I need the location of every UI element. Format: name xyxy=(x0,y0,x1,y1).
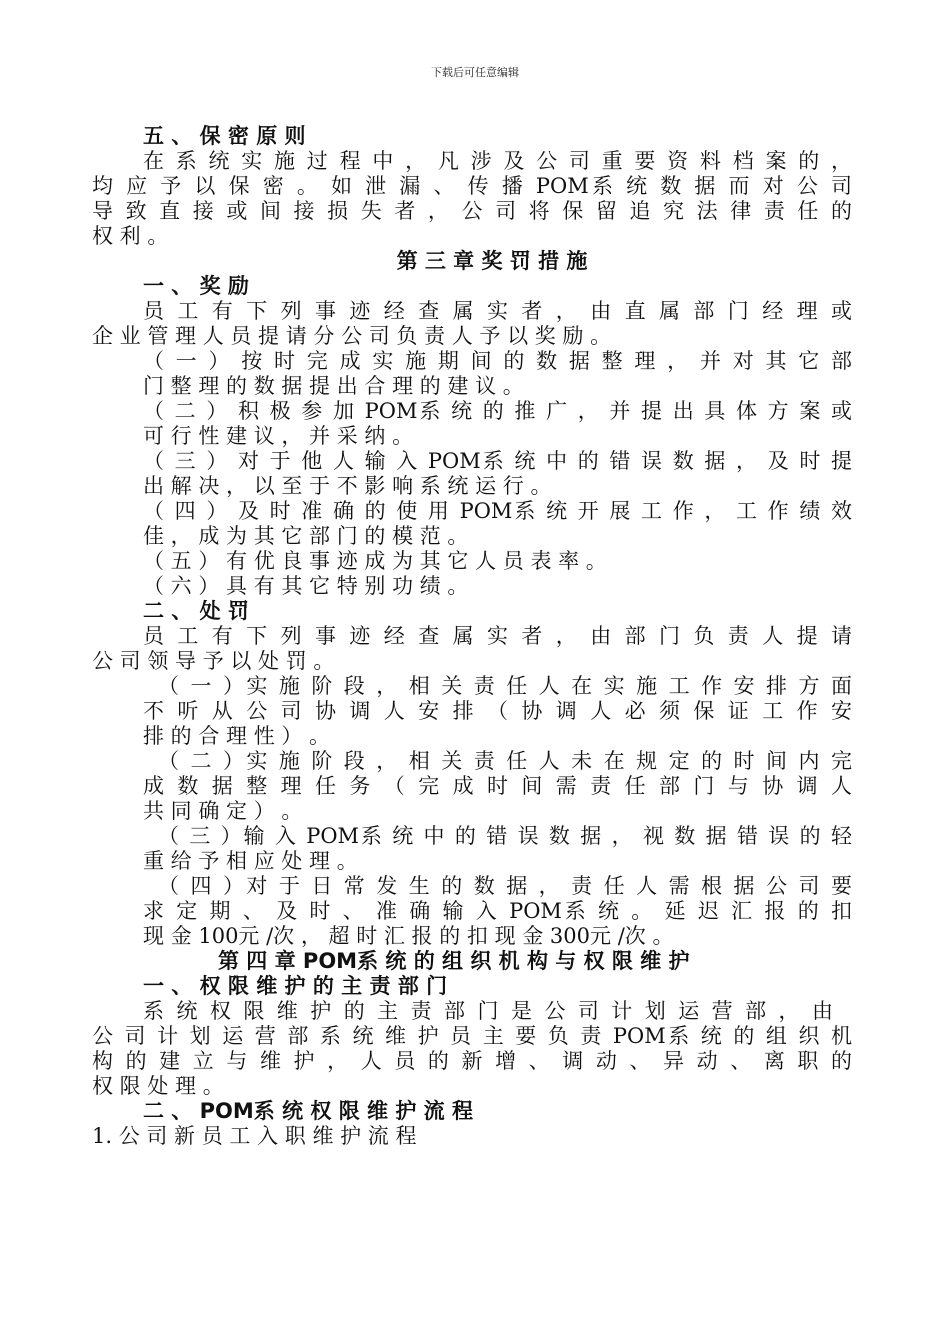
list-item: （ 三 ）输 入 POM系 统 中 的 错 误 数 据 ， 视 数 据 错 误 的 轻 xyxy=(158,824,852,848)
paragraph-line: 1. 公 司 新 员 工 入 职 维 护 流 程 xyxy=(92,1124,417,1148)
list-item-cont: 出 解 决 ， 以 至 于 不 影 响 系 统 运 行 。 xyxy=(143,474,552,498)
paragraph-line: 导 致 直 接 或 间 接 损 失 者 ， 公 司 将 保 留 追 究 法 律 责 任 的 xyxy=(92,199,852,223)
section-heading: 一 、 权 限 维 护 的 主 责 部 门 xyxy=(143,974,448,998)
list-item-cont: 现 金 100元 /次 ， 超 时 汇 报 的 扣 现 金 300元 /次 。 xyxy=(143,924,674,948)
section-heading: 二 、 处 罚 xyxy=(143,599,249,623)
list-item-cont: 排 的 合 理 性 ） 。 xyxy=(143,724,331,748)
list-item: （ 一 ）实 施 阶 段 ， 相 关 责 任 人 在 实 施 工 作 安 排 方 面 xyxy=(158,674,852,698)
list-item: （ 三 ） 对 于 他 人 输 入 POM系 统 中 的 错 误 数 据 ， 及 时 提 xyxy=(143,449,852,473)
paragraph-line: 员 工 有 下 列 事 迹 经 查 属 实 者 ， 由 部 门 负 责 人 提 请 xyxy=(143,624,852,648)
page-header: 下载后可任意编辑 xyxy=(431,66,519,79)
list-item: （ 四 ） 及 时 准 确 的 使 用 POM系 统 开 展 工 作 ， 工 作 绩 效 xyxy=(143,499,852,523)
list-item: （ 一 ） 按 时 完 成 实 施 期 间 的 数 据 整 理 ， 并 对 其 它 部 xyxy=(143,349,852,373)
list-item-cont: 成 数 据 整 理 任 务 （ 完 成 时 间 需 责 任 部 门 与 协 调 人 xyxy=(143,774,852,798)
list-item-cont: 佳 ， 成 为 其 它 部 门 的 模 范 。 xyxy=(143,524,469,548)
paragraph-line: 公 司 领 导 予 以 处 罚 。 xyxy=(92,649,335,673)
paragraph-line: 公 司 计 划 运 营 部 系 统 维 护 员 主 要 负 责 POM系 统 的 组 织 机 xyxy=(92,1024,852,1048)
chapter-title: 第 四 章 POM系 统 的 组 织 机 构 与 权 限 维 护 xyxy=(218,949,690,973)
list-item-cont: 共 同 确 定 ） 。 xyxy=(143,799,303,823)
list-item: （ 六 ） 具 有 其 它 特 别 功 绩 。 xyxy=(143,574,469,598)
paragraph-line: 员 工 有 下 列 事 迹 经 查 属 实 者 ， 由 直 属 部 门 经 理 或 xyxy=(143,299,852,323)
paragraph-line: 均 应 予 以 保 密 。 如 泄 漏 、 传 播 POM系 统 数 据 而 对 公 司 xyxy=(92,174,852,198)
list-item: （ 二 ） 积 极 参 加 POM系 统 的 推 广 ， 并 提 出 具 体 方 案 或 xyxy=(143,399,852,423)
paragraph-line: 构 的 建 立 与 维 护 ， 人 员 的 新 增 、 调 动 、 异 动 、 离 职 的 xyxy=(92,1049,852,1073)
paragraph-line: 企 业 管 理 人 员 提 请 分 公 司 负 责 人 予 以 奖 励 。 xyxy=(92,324,612,348)
paragraph-line: 系 统 权 限 维 护 的 主 责 部 门 是 公 司 计 划 运 营 部 ， 由 xyxy=(143,999,833,1023)
list-item: （ 五 ） 有 优 良 事 迹 成 为 其 它 人 员 表 率 。 xyxy=(143,549,607,573)
list-item: （ 四 ）对 于 日 常 发 生 的 数 据 ， 责 任 人 需 根 据 公 司 要 xyxy=(158,874,852,898)
section-heading: 一 、 奖 励 xyxy=(143,274,249,298)
section-heading: 五 、 保 密 原 则 xyxy=(143,124,306,148)
list-item-cont: 门 整 理 的 数 据 提 出 合 理 的 建 议 。 xyxy=(143,374,524,398)
paragraph-line: 权 限 处 理 。 xyxy=(92,1074,224,1098)
list-item: （ 二 ）实 施 阶 段 ， 相 关 责 任 人 未 在 规 定 的 时 间 内 完 xyxy=(158,749,852,773)
list-item-cont: 求 定 期 、 及 时 、 准 确 输 入 POM系 统 。 延 迟 汇 报 的 扣 xyxy=(143,899,852,923)
chapter-title: 第 三 章 奖 罚 措 施 xyxy=(396,249,588,273)
section-heading: 二 、 POM系 统 权 限 维 护 流 程 xyxy=(143,1099,473,1123)
paragraph-line: 在 系 统 实 施 过 程 中 ， 凡 涉 及 公 司 重 要 资 料 档 案 的 ， xyxy=(143,149,852,173)
list-item-cont: 重 给 予 相 应 处 理 。 xyxy=(143,849,358,873)
list-item-cont: 可 行 性 建 议 ， 并 采 纳 。 xyxy=(143,424,414,448)
list-item-cont: 不 听 从 公 司 协 调 人 安 排 （ 协 调 人 必 须 保 证 工 作 安 xyxy=(143,699,852,723)
paragraph-line: 权 利 。 xyxy=(92,224,169,248)
